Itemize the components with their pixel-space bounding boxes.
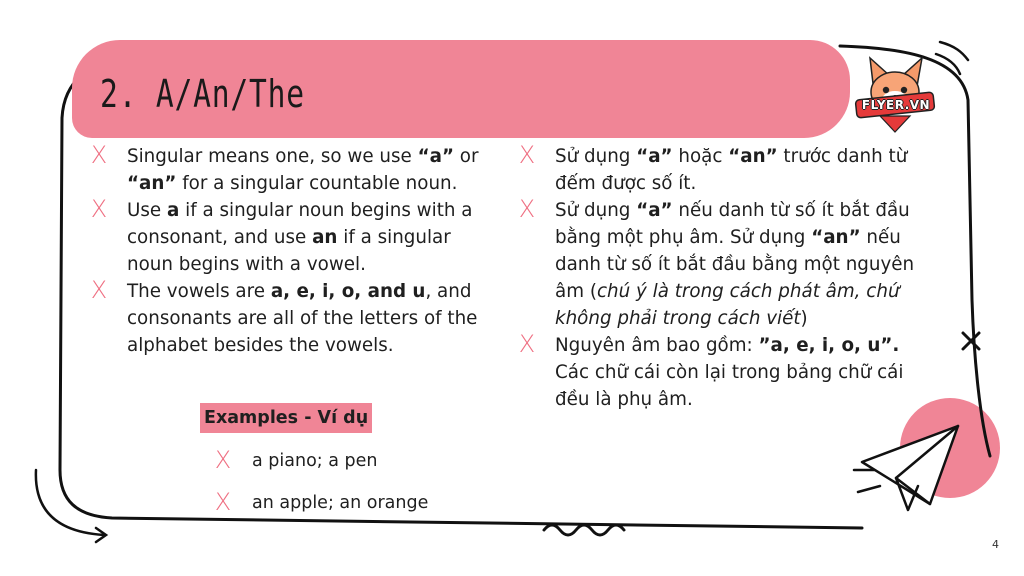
rule-item xyxy=(518,332,938,413)
x-mark-icon: X xyxy=(518,330,536,358)
page-title: 2. A/An/The xyxy=(100,72,305,116)
x-mark-icon: X xyxy=(214,446,232,474)
text-run: “a” xyxy=(417,146,454,167)
rule-item xyxy=(90,143,490,197)
examples-list xyxy=(214,447,428,531)
text-run: if a singular noun begins with a consonant, and use xyxy=(127,200,473,248)
text-run: a xyxy=(166,200,180,221)
text-run: hoặc xyxy=(672,146,729,167)
fox-mascot-logo xyxy=(850,52,940,134)
example-item xyxy=(214,489,428,531)
text-run: “an” xyxy=(811,227,861,248)
x-mark-icon: X xyxy=(518,195,536,223)
x-mark-icon: X xyxy=(518,141,536,169)
text-run: for a singular countable noun. xyxy=(176,173,458,194)
example-item xyxy=(214,447,428,489)
text-run: nếu danh từ số ít bắt đầu bằng một nguyên âm ( xyxy=(555,227,915,302)
vietnamese-rules-list xyxy=(518,143,938,413)
text-run: chú ý là trong cách phát âm, chứ không phải trong cách viết xyxy=(555,281,900,329)
text-run: Sử dụng xyxy=(555,146,637,167)
example-text: an apple; an orange xyxy=(252,493,429,513)
text-run: an xyxy=(312,227,338,248)
text-run: “an” xyxy=(127,173,177,194)
text-run: ) xyxy=(800,308,808,329)
rule-item xyxy=(518,143,938,197)
text-run: Singular means one, so we use xyxy=(127,146,418,167)
text-run: Các chữ cái còn lại trong bảng chữ cái đều là phụ âm. xyxy=(555,362,904,410)
text-run: Sử dụng xyxy=(555,200,637,221)
text-run: if a singular noun begins with a vowel. xyxy=(127,227,451,275)
text-run: nếu danh từ số ít bắt đầu bằng một phụ âm. Sử dụng xyxy=(555,200,910,248)
text-run: , and consonants are all of the letters of the alphabet besides the vowels. xyxy=(127,281,478,356)
page-number: 4 xyxy=(992,538,999,551)
text-run: “a” xyxy=(636,200,673,221)
text-run: Nguyên âm bao gồm: xyxy=(555,335,759,356)
english-rules-list xyxy=(90,143,490,359)
x-mark-icon: X xyxy=(90,141,108,169)
text-run: trước danh từ đếm được số ít. xyxy=(555,146,908,194)
text-run: Use xyxy=(127,200,167,221)
x-mark-icon: X xyxy=(90,195,108,223)
x-mark-icon: X xyxy=(214,488,232,516)
x-mark-icon: X xyxy=(90,276,108,304)
examples-heading: Examples - Ví dụ xyxy=(200,403,372,433)
text-run: ”a, e, i, o, u”. xyxy=(758,335,900,356)
cross-marker xyxy=(963,333,979,349)
text-run: The vowels are xyxy=(127,281,271,302)
squiggle-line xyxy=(544,525,624,535)
rule-item xyxy=(90,278,490,359)
rule-item xyxy=(90,197,490,278)
text-run: “an” xyxy=(728,146,778,167)
text-run: or xyxy=(453,146,479,167)
rule-item xyxy=(518,197,938,332)
text-run: “a” xyxy=(636,146,673,167)
logo-wordmark: FLYER.VN xyxy=(861,98,931,112)
example-text: a piano; a pen xyxy=(252,451,378,471)
text-run: a, e, i, o, and u xyxy=(270,281,426,302)
